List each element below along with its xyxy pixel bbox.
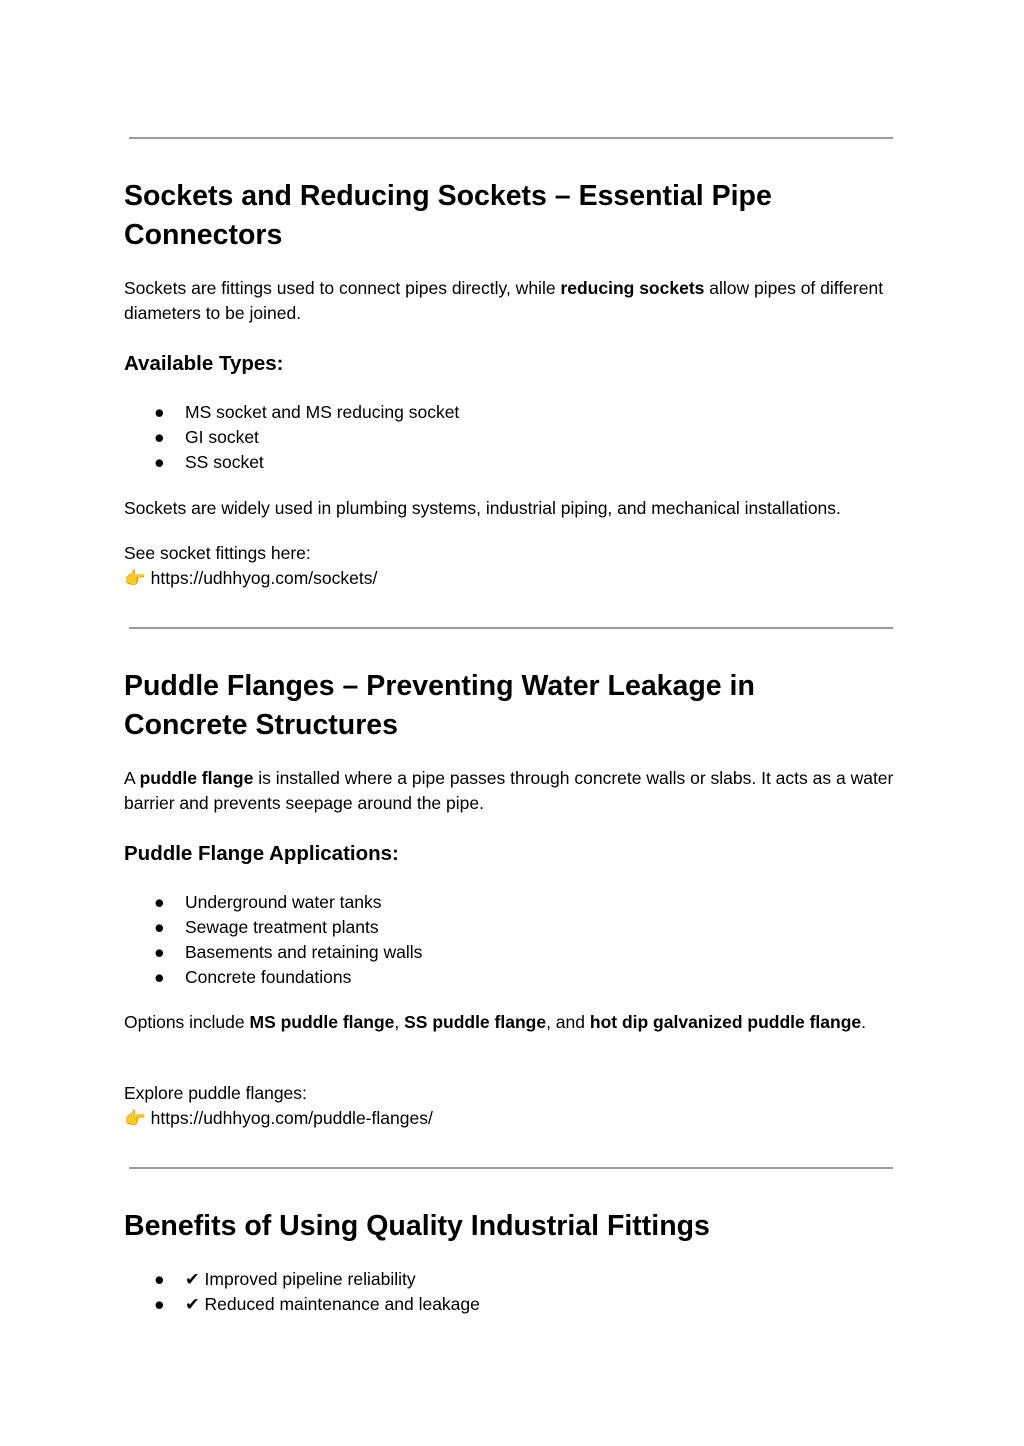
item-text: Basements and retaining walls — [185, 942, 423, 962]
puddle-link-label: Explore puddle flanges: — [124, 1083, 307, 1103]
bullet-icon: ● — [154, 1294, 165, 1314]
sockets-subheading: Available Types: — [124, 352, 284, 375]
list-item — [124, 400, 459, 425]
list-item — [124, 890, 422, 915]
sockets-intro — [124, 276, 884, 326]
item-text: SS socket — [185, 452, 264, 472]
bullet-icon: ● — [154, 942, 165, 962]
text: , — [394, 1012, 405, 1032]
list-item — [124, 425, 459, 450]
list-item — [124, 940, 422, 965]
item-text: Underground water tanks — [185, 892, 382, 912]
puddle-subheading: Puddle Flange Applications: — [124, 842, 399, 865]
sockets-link-label: See socket fittings here: — [124, 543, 311, 563]
text: is installed where a pipe passes through concrete walls or slabs. It acts as a water barrier and prevents seepage around the pipe. — [124, 768, 894, 813]
divider — [129, 627, 893, 629]
section-title-sockets: Sockets and Reducing Sockets – Essential Pipe Connectors — [124, 180, 772, 251]
item-text: Sewage treatment plants — [185, 917, 379, 937]
text: Sockets are fittings used to connect pipes directly, while — [124, 278, 561, 298]
text: allow pipes of different diameters to be joined. — [124, 278, 884, 323]
section-title-puddle-flanges: Puddle Flanges – Preventing Water Leakage in Concrete Structures — [124, 670, 755, 741]
item-text: ✔ Reduced maintenance and leakage — [185, 1294, 480, 1314]
sockets-note: Sockets are widely used in plumbing systems, industrial piping, and mechanical installations. — [124, 498, 841, 518]
divider — [129, 137, 893, 139]
bullet-icon: ● — [154, 427, 165, 447]
list-item — [124, 1292, 480, 1317]
bullet-icon: ● — [154, 1269, 165, 1289]
puddle-options — [124, 1010, 874, 1035]
bullet-icon: ● — [154, 452, 165, 472]
bold-text: SS puddle flange — [404, 1012, 547, 1032]
item-text: ✔ Improved pipeline reliability — [185, 1269, 416, 1289]
list-item — [124, 915, 422, 940]
sockets-link-line — [124, 566, 904, 591]
item-text: Concrete foundations — [185, 967, 352, 987]
sockets-link[interactable]: https://udhhyog.com/sockets/ — [150, 568, 378, 588]
puddle-link[interactable]: https://udhhyog.com/puddle-flanges/ — [150, 1108, 433, 1128]
benefits-list — [124, 1267, 480, 1317]
list-item — [124, 450, 459, 475]
list-item — [124, 965, 422, 990]
text: A — [124, 768, 140, 788]
puddle-link-line — [124, 1106, 904, 1131]
list-item — [124, 1267, 480, 1292]
bold-text: puddle flange — [139, 768, 254, 788]
divider — [129, 1167, 893, 1169]
bold-text: MS puddle flange — [249, 1012, 395, 1032]
puddle-applications-list — [124, 890, 422, 990]
bold-text: hot dip galvanized puddle flange — [589, 1012, 862, 1032]
text: Options include — [124, 1012, 250, 1032]
item-text: GI socket — [185, 427, 259, 447]
bullet-icon: ● — [154, 917, 165, 937]
pointing-hand-icon: 👉 — [124, 568, 146, 588]
bold-text: reducing sockets — [560, 278, 705, 298]
puddle-intro — [124, 766, 894, 816]
bullet-icon: ● — [154, 967, 165, 987]
sockets-types-list — [124, 400, 459, 475]
text: . — [861, 1012, 867, 1032]
section-title-benefits: Benefits of Using Quality Industrial Fittings — [124, 1210, 710, 1242]
item-text: MS socket and MS reducing socket — [185, 402, 460, 422]
pointing-hand-icon: 👉 — [124, 1108, 146, 1128]
bullet-icon: ● — [154, 402, 165, 422]
text: , and — [546, 1012, 590, 1032]
bullet-icon: ● — [154, 892, 165, 912]
